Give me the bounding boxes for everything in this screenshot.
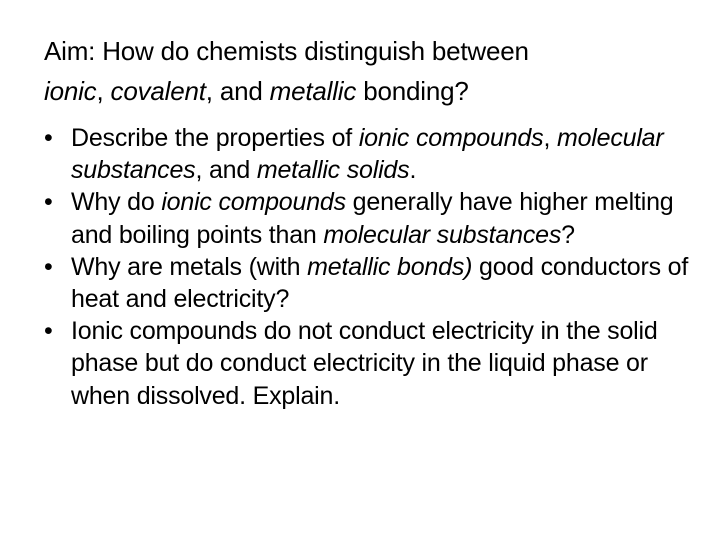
bullet-italic-segment: ionic compounds: [161, 188, 346, 217]
bullet-text: [71, 253, 688, 313]
bullet-segment: , and: [195, 156, 257, 185]
bullet-item: [44, 315, 694, 412]
title-separator-2: , and: [205, 76, 270, 106]
title-covalent: covalent: [110, 76, 206, 106]
bullet-segment: good conductors of heat and electricity?: [71, 252, 689, 314]
bullet-dot-icon: •: [44, 252, 53, 281]
title-separator-1: ,: [96, 76, 111, 106]
title-metallic: metallic: [269, 76, 357, 106]
bullet-segment: Why do: [71, 188, 162, 217]
bullet-italic-segment: molecular substances: [71, 124, 664, 185]
bullet-segment: Why are metals (with: [71, 252, 308, 281]
title-suffix: bonding?: [356, 76, 469, 106]
bullet-text: [71, 124, 664, 184]
slide-title: [44, 31, 684, 111]
title-ionic: ionic: [44, 76, 97, 106]
bullet-item: [44, 251, 694, 315]
title-prefix: Aim: How do chemists distinguish between: [44, 36, 529, 66]
bullet-text: [71, 317, 658, 409]
bullet-segment: generally have higher melting and boiling points than: [71, 188, 674, 249]
bullet-item: [44, 122, 694, 186]
bullet-segment: ?: [561, 220, 575, 249]
bullet-list: [44, 122, 694, 412]
bullet-segment: ,: [543, 124, 557, 152]
bullet-segment: Ionic compounds do not conduct electricity in the solid phase but do conduct electricity in the liquid phase or when dissolved. Explain.: [71, 317, 658, 410]
bullet-text: [71, 188, 673, 248]
bullet-italic-segment: metallic solids: [256, 156, 410, 185]
bullet-italic-segment: ionic compounds: [358, 124, 544, 152]
bullet-italic-segment: molecular substances: [323, 220, 562, 249]
bullet-dot-icon: •: [44, 124, 53, 152]
bullet-segment: Describe the properties of: [71, 124, 359, 152]
bullet-dot-icon: •: [44, 188, 53, 217]
bullet-italic-segment: metallic bonds): [307, 252, 473, 281]
bullet-item: [44, 186, 694, 250]
bullet-segment: .: [409, 156, 417, 185]
bullet-dot-icon: •: [44, 317, 53, 346]
